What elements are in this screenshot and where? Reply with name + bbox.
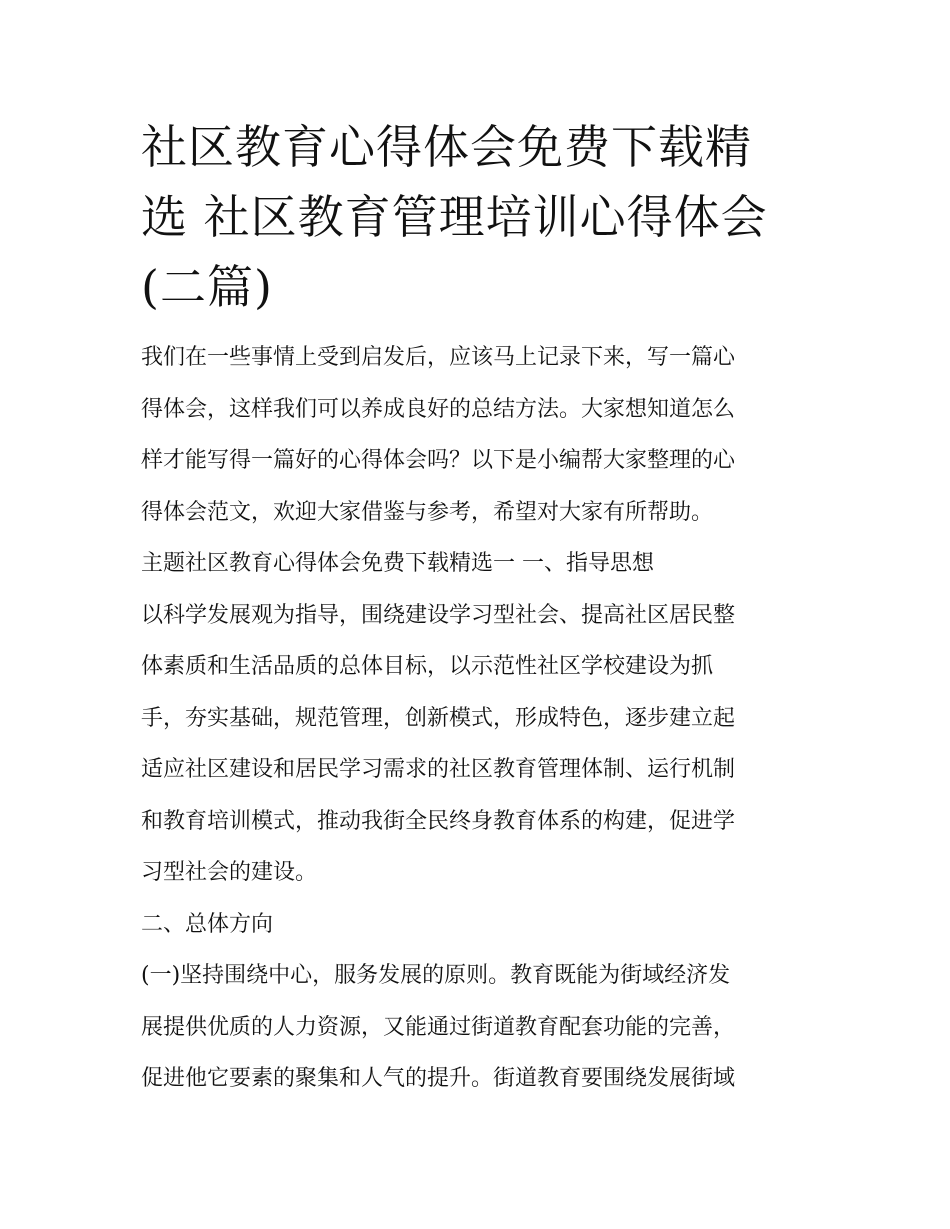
title-line: 社区教育心得体会免费下载精	[141, 120, 752, 174]
section-heading-overall-direction	[141, 899, 813, 951]
text-line: 样才能写得一篇好的心得体会吗？以下是小编帮大家整理的心	[141, 448, 736, 473]
document-content	[141, 112, 813, 1105]
text-line: 以科学发展观为指导，围绕建设学习型社会、提高社区居民整	[141, 602, 736, 628]
text-line: (一)坚持围绕中心，服务发展的原则。教育既能为街域经济发	[141, 963, 731, 988]
intro-paragraph	[141, 332, 813, 538]
title-line: 选 社区教育管理培训心得体会	[141, 190, 768, 244]
text-line: 二、总体方向	[141, 911, 274, 937]
text-line: 我们在一些事情上受到启发后，应该马上记录下来，写一篇心	[141, 345, 736, 370]
text-line: 适应社区建设和居民学习需求的社区教育管理体制、运行机制	[141, 757, 736, 782]
guiding-ideology-paragraph	[141, 590, 813, 899]
text-line: 习型社会的建设。	[141, 860, 318, 885]
text-line: 和教育培训模式，推动我街全民终身教育体系的构建，促进学	[141, 808, 736, 834]
principle-one-paragraph	[141, 950, 813, 1105]
text-line: 体素质和生活品质的总体目标，以示范性社区学校建设为抓	[141, 654, 714, 679]
text-line: 得体会范文，欢迎大家借鉴与参考，希望对大家有所帮助。	[141, 499, 714, 525]
title-line: (二篇)	[141, 260, 273, 314]
text-line: 展提供优质的人力资源，又能通过街道教育配套功能的完善，	[141, 1014, 736, 1040]
text-line: 手，夯实基础，规范管理，创新模式，形成特色，逐步建立起	[141, 705, 736, 731]
document-title	[141, 112, 813, 322]
text-line: 促进他它要素的聚集和人气的提升。街道教育要围绕发展街域	[141, 1066, 736, 1091]
text-line: 得体会，这样我们可以养成良好的总结方法。大家想知道怎么	[141, 396, 736, 422]
text-line: 主题社区教育心得体会免费下载精选一 一、指导思想	[141, 551, 654, 576]
section-heading-guiding-ideology	[141, 538, 813, 590]
